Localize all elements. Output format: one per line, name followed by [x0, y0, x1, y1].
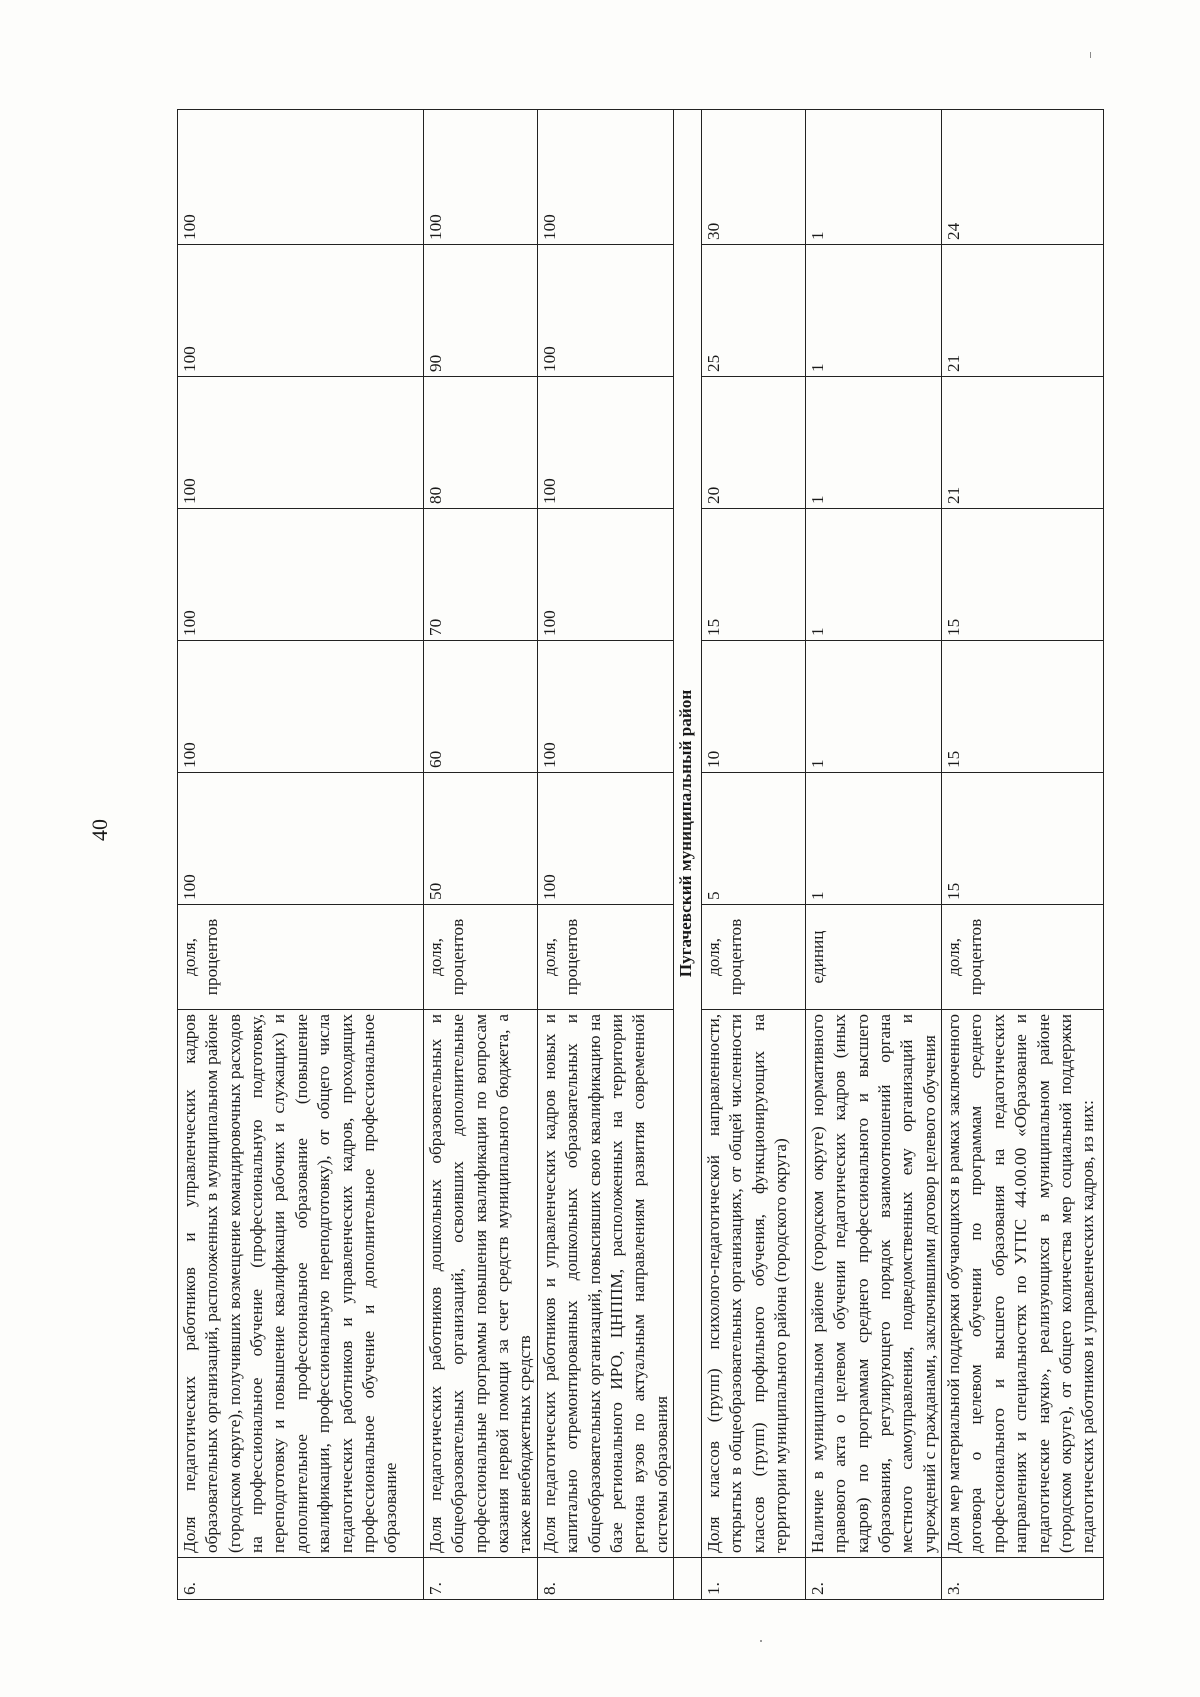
value-cell: 100	[178, 641, 424, 773]
unit-cell: доля, процентов	[424, 905, 538, 1010]
value-cell: 1	[805, 245, 941, 377]
table-row	[537, 110, 673, 1600]
indicators-table	[177, 109, 1104, 1600]
table-row	[424, 110, 538, 1600]
value-cell: 15	[942, 773, 1104, 905]
unit-cell: доля, процентов	[178, 905, 424, 1010]
value-cell: 15	[701, 509, 805, 641]
row-number: 7.	[424, 1558, 538, 1600]
value-cell: 15	[942, 641, 1104, 773]
unit-cell: доля, процентов	[701, 905, 805, 1010]
value-cell: 10	[701, 641, 805, 773]
value-cell: 25	[701, 245, 805, 377]
value-cell: 100	[537, 773, 673, 905]
value-cell: 100	[178, 245, 424, 377]
value-cell: 90	[424, 245, 538, 377]
value-cell: 100	[178, 509, 424, 641]
value-cell: 1	[805, 377, 941, 509]
value-cell: 1	[805, 773, 941, 905]
value-cell: 100	[537, 110, 673, 245]
value-cell: 100	[178, 773, 424, 905]
value-cell: 1	[805, 641, 941, 773]
value-cell: 60	[424, 641, 538, 773]
unit-cell: единиц	[805, 905, 941, 1010]
region-row-number	[673, 1558, 701, 1600]
value-cell: 70	[424, 509, 538, 641]
value-cell: 100	[537, 377, 673, 509]
table-row	[178, 110, 424, 1600]
value-cell: 100	[537, 641, 673, 773]
indicator-description: Доля мер материальной поддержки обучающихся в рамках заключенного договора о целевом обучении по программам среднего профессионального и высшего образования на педагогических направлениях и специальностях по УГПС 44.00.00 «Образование и педагогические науки», реализующихся в муниципальном районе (городском округе), от общего количества мер социальной поддержки педагогических работников и управленческих кадров, из них:	[942, 1010, 1104, 1558]
value-cell: 100	[424, 110, 538, 245]
value-cell: 100	[178, 377, 424, 509]
row-number: 6.	[178, 1558, 424, 1600]
value-cell: 80	[424, 377, 538, 509]
value-cell: 21	[942, 245, 1104, 377]
value-cell: 1	[805, 110, 941, 245]
indicator-description: Доля педагогических работников и управленческих кадров образовательных организаций, расположенных в муниципальном районе (городском округе), получивших возмещение командировочных расходов на профессиональное обучение (профессиональную подготовку, переподготовку и повышение квалификации рабочих и служащих) и дополнительное профессиональное образование (повышение квалификации, профессиональную переподготовку), от общего числа педагогических работников и управленческих кадров, проходящих профессиональное обучение и дополнительное профессиональное образование	[178, 1010, 424, 1558]
value-cell: 50	[424, 773, 538, 905]
rotated-table-container	[177, 110, 1097, 1600]
table-row	[805, 110, 941, 1600]
row-number: 2.	[805, 1558, 941, 1600]
indicator-description: Наличие в муниципальном районе (городском округе) нормативного правового акта о целевом обучении педагогических кадров (иных кадров) по программам среднего профессионального и высшего образования, регулирующего порядок взаимоотношений органа местного самоуправления, подведомственных ему организаций и учреждений с гражданами, заключившими договор целевого обучения	[805, 1010, 941, 1558]
value-cell: 30	[701, 110, 805, 245]
value-cell: 21	[942, 377, 1104, 509]
region-header-row	[673, 110, 701, 1600]
row-number: 1.	[701, 1558, 805, 1600]
value-cell: 5	[701, 773, 805, 905]
scan-artifact	[1090, 52, 1091, 58]
value-cell: 24	[942, 110, 1104, 245]
row-number: 8.	[537, 1558, 673, 1600]
value-cell: 100	[537, 509, 673, 641]
row-number: 3.	[942, 1558, 1104, 1600]
scan-artifact	[760, 1640, 762, 1642]
region-title: Пугачевский муниципальный район	[673, 110, 701, 1558]
value-cell: 1	[805, 509, 941, 641]
indicator-description: Доля педагогических работников и управленческих кадров новых и капитально отремонтированных дошкольных образовательных и общеобразовательных организаций, повысивших свою квалификацию на базе регионального ИРО, ЦНППМ, расположенных на территории региона вузов по актуальным направлениям развития современной системы образования	[537, 1010, 673, 1558]
indicator-description: Доля классов (групп) психолого-педагогической направленности, открытых в общеобразовательных организациях, от общей численности классов (групп) профильного обучения, функционирующих на территории муниципального района (городского округа)	[701, 1010, 805, 1558]
table-row	[942, 110, 1104, 1600]
indicator-description: Доля педагогических работников дошкольных образовательных и общеобразовательных организаций, освоивших дополнительные профессиональные программы повышения квалификации по вопросам оказания первой помощи за счет средств муниципального бюджета, а также внебюджетных средств	[424, 1010, 538, 1558]
value-cell: 20	[701, 377, 805, 509]
value-cell: 100	[178, 110, 424, 245]
unit-cell: доля, процентов	[942, 905, 1104, 1010]
unit-cell: доля, процентов	[537, 905, 673, 1010]
value-cell: 15	[942, 509, 1104, 641]
page-number: 40	[87, 819, 112, 841]
value-cell: 100	[537, 245, 673, 377]
table-row	[701, 110, 805, 1600]
